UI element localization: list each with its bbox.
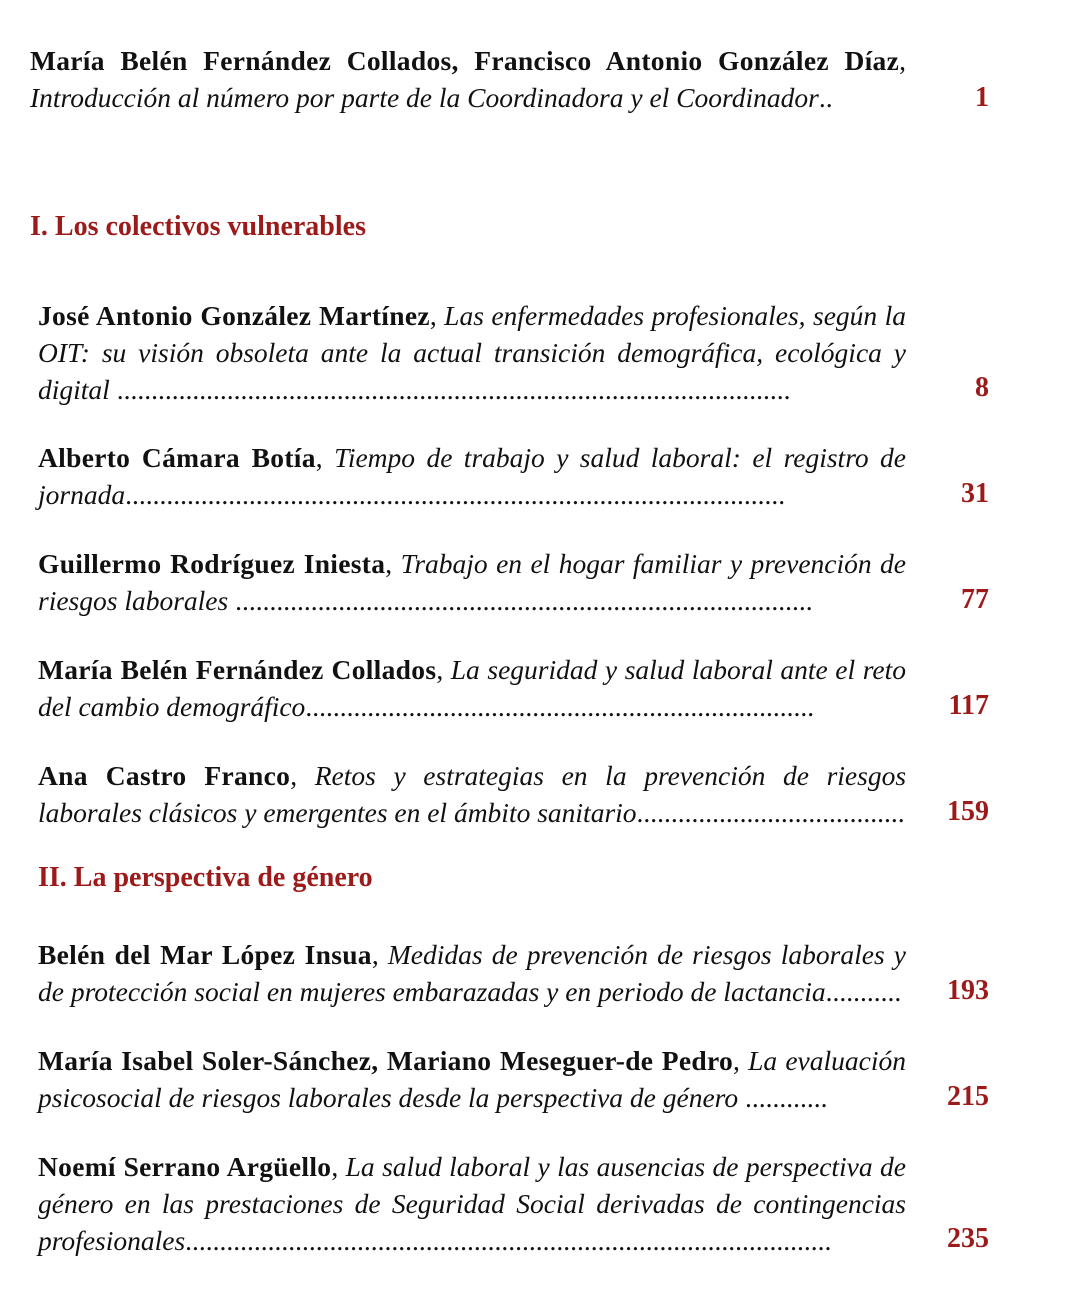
- entry-author: Alberto Cámara Botía: [38, 442, 316, 473]
- entry-page-number: 235: [947, 1223, 989, 1254]
- dot-leader: ............: [738, 1082, 828, 1113]
- entry-page-number: 77: [961, 584, 989, 615]
- entry-title: La evaluación psicosocial de riesgos laborales desde la perspectiva de género: [38, 1045, 906, 1113]
- entry-author: Ana Castro Franco: [38, 760, 291, 791]
- entry-page-number: 31: [961, 478, 989, 509]
- dot-leader: ..................................................................................................: [109, 374, 791, 405]
- entry-page-number: 193: [947, 975, 989, 1006]
- dot-leader: ..............................................................................................: [185, 1225, 832, 1256]
- dot-leader: .......................................: [636, 797, 905, 828]
- entry-title: Trabajo en el hogar familiar y prevención de riesgos laborales: [38, 548, 907, 616]
- dot-leader: ................................................................................................: [125, 479, 786, 510]
- entry-author: María Isabel Soler-Sánchez, Mariano Meseguer-de Pedro: [38, 1045, 734, 1076]
- entry-author: José Antonio González Martínez: [38, 300, 430, 331]
- entry-title: Tiempo de trabajo y salud laboral: el registro de jornada: [38, 442, 906, 510]
- entry-page-number: 215: [947, 1081, 989, 1112]
- entry-author: María Belén Fernández Collados, Francisco Antonio González Díaz: [30, 45, 900, 76]
- dot-leader: ...........: [825, 976, 902, 1007]
- entry-author: Belén del Mar López Insua: [38, 939, 372, 970]
- entry-title: Introducción al número por parte de la Coordinadora y el Coordinador: [30, 82, 819, 113]
- entry-title: Medidas de prevención de riesgos laborales y de protección social en mujeres embarazadas y en periodo de lactancia: [38, 939, 906, 1007]
- entry-author: Noemí Serrano Argüello: [38, 1151, 332, 1182]
- entry-title: La seguridad y salud laboral ante el reto del cambio demográfico: [38, 654, 906, 722]
- dot-leader: ....................................................................................: [228, 585, 813, 616]
- entry-leader: ..: [818, 82, 833, 113]
- entry-page-number: 1: [975, 82, 989, 113]
- section-heading: I. Los colectivos vulnerables: [30, 211, 366, 242]
- entry-author: Guillermo Rodríguez Iniesta: [38, 548, 386, 579]
- dot-leader: ..........................................................................: [305, 691, 815, 722]
- entry-page-number: 8: [975, 372, 989, 403]
- entry-title: Las enfermedades profesionales, según la OIT: su visión obsoleta ante la actual transición demográfica, ecológica y digital: [38, 300, 906, 405]
- entry-title: La salud laboral y las ausencias de perspectiva de género en las prestaciones de Seguridad Social derivadas de contingencias profesionales: [38, 1151, 907, 1256]
- entry-page-number: 117: [948, 690, 989, 721]
- entry-author: María Belén Fernández Collados: [38, 654, 437, 685]
- toc-page: María Belén Fernández Collados, Francisco Antonio González Díaz, Introducción al número por parte de la Coordinadora y el Coordinador.. 1 I. Los colectivos vulnerables José Antonio González Martínez, Las enfermedades profesionales, según la OIT: su visión obsoleta ante la actual transición demográfica, ecológica y digital .................................................................................................. 8 Alberto Cámara Botía, Tiempo de trabajo y salud laboral: el registro de jornada................................................................................................ 31 Guillermo Rodríguez Iniesta, Trabajo en el hogar familiar y prevención de riesgos laborales .................................................................................... 77 María Belén Fernández Collados, La seguridad y salud laboral ante el reto del cambio demográfico.......................................................................... 117 Ana Castro Franco, Retos y estrategias en la prevención de riesgos laborales clásicos y emergentes en el ámbito sanitario....................................... 159 II. La perspectiva de género Belén del Mar López Insua, Medidas de prevención de riesgos laborales y de protección social en mujeres embarazadas y en periodo de lactancia........... 193 María Isabel Soler-Sánchez, Mariano Meseguer-de Pedro, La evaluación psicosocial de riesgos laborales desde la perspectiva de género ............ 215 Noemí Serrano Argüello, La salud laboral y las ausencias de perspectiva de género en las prestaciones de Seguridad Social derivadas de contingencias profesionales.............................................................................................. 235: [30, 45, 989, 1256]
- entry-page-number: 159: [947, 796, 989, 827]
- section-heading: II. La perspectiva de género: [38, 862, 373, 893]
- entry-title: Retos y estrategias en la prevención de riesgos laborales clásicos y emergentes en el ámbito sanitario: [38, 760, 907, 828]
